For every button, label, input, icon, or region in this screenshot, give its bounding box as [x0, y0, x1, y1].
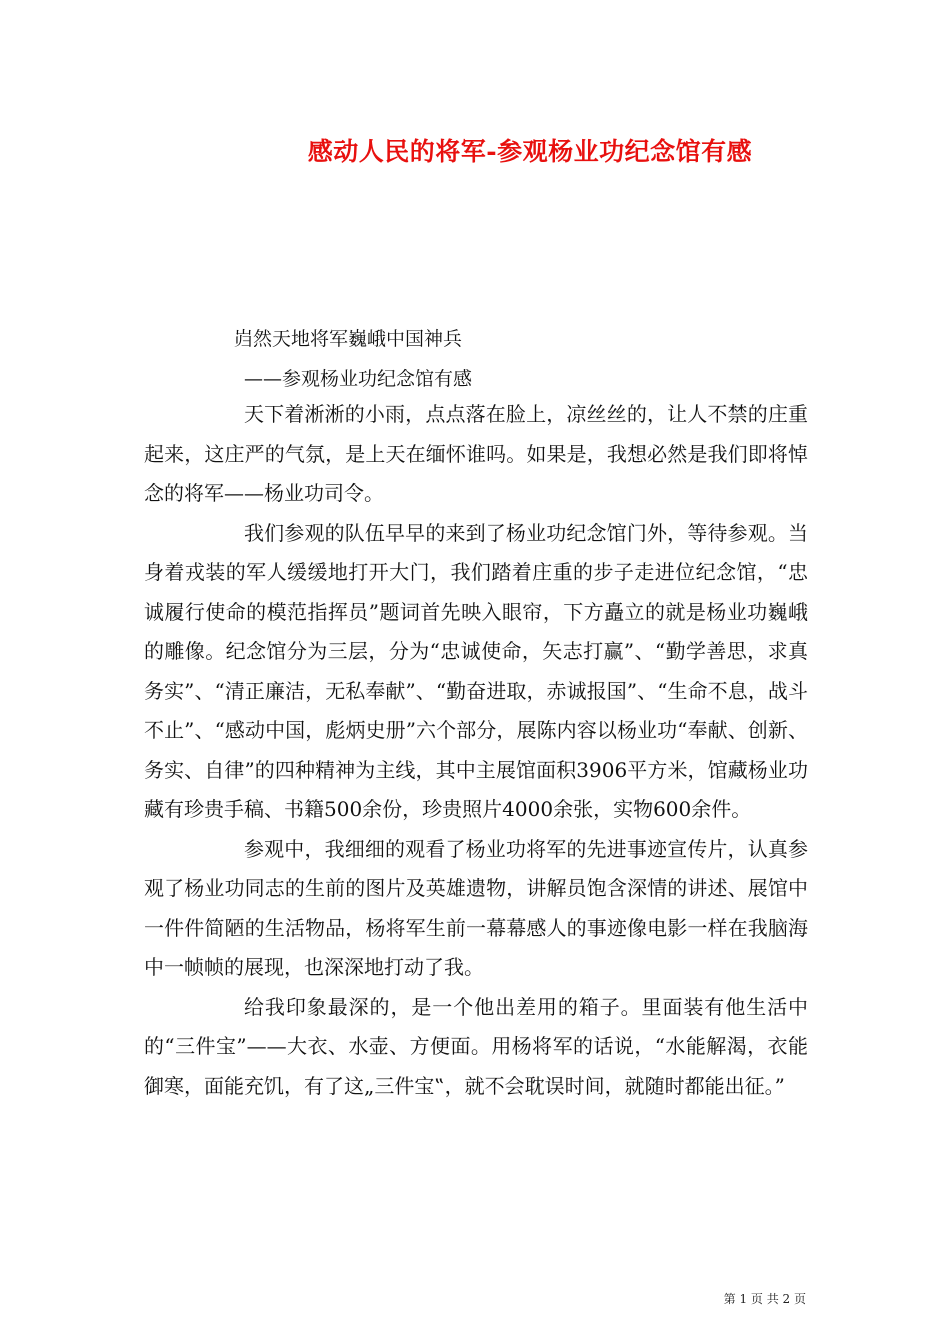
paragraph-3: 参观中，我细细的观看了杨业功将军的先进事迹宣传片，认真参观了杨业功同志的生前的图片及英雄遗物，讲解员饱含深情的讲述、展馆中一件件简陋的生活物品，杨将军生前一幕幕感人的事迹像电影一样在我脑海中一帧帧的展现，也深深地打动了我。: [144, 836, 808, 979]
paragraph-1: 天下着淅淅的小雨，点点落在脸上，凉丝丝的，让人不禁的庄重起来，这庄严的气氛，是上天在缅怀谁吗。如果是，我想必然是我们即将悼念的将军——杨业功司令。: [144, 402, 808, 505]
subtitle-line-1: 岿然天地将军巍峨中国神兵: [234, 328, 463, 350]
page-footer: 第 1 页 共 2 页: [723, 1292, 806, 1306]
paragraph-4: 给我印象最深的，是一个他出差用的箱子。里面装有他生活中的“三件宝”——大衣、水壶、方便面。用杨将军的话说，“水能解渴，衣能御寒，面能充饥，有了这„三件宝‟，就不会耽误时间，就随时都能出征。”: [144, 994, 808, 1098]
paragraph-2: 我们参观的队伍早早的来到了杨业功纪念馆门外，等待参观。当身着戎装的军人缓缓地打开大门，我们踏着庄重的步子走进位纪念馆，“忠诚履行使命的模范指挥员”题词首先映入眼帘，下方矗立的就是杨业功巍峨的雕像。纪念馆分为三层，分为“忠诚使命，矢志打赢”、“勤学善思，求真务实”、“清正廉洁，无私奉献”、“勤奋进取，赤诚报国”、“生命不息，战斗不止”、“感动中国，彪炳史册”六个部分，展陈内容以杨业功“奉献、创新、务实、自律”的四种精神为主线，其中主展馆面积3906平方米，馆藏杨业功藏有珍贵手稿、书籍500余份，珍贵照片4000余张，实物600余件。: [144, 520, 808, 821]
document-title: 感动人民的将军-参观杨业功纪念馆有感: [307, 137, 753, 166]
document-body: [144, 395, 808, 1106]
subtitle-line-2: ——参观杨业功纪念馆有感: [244, 368, 473, 390]
